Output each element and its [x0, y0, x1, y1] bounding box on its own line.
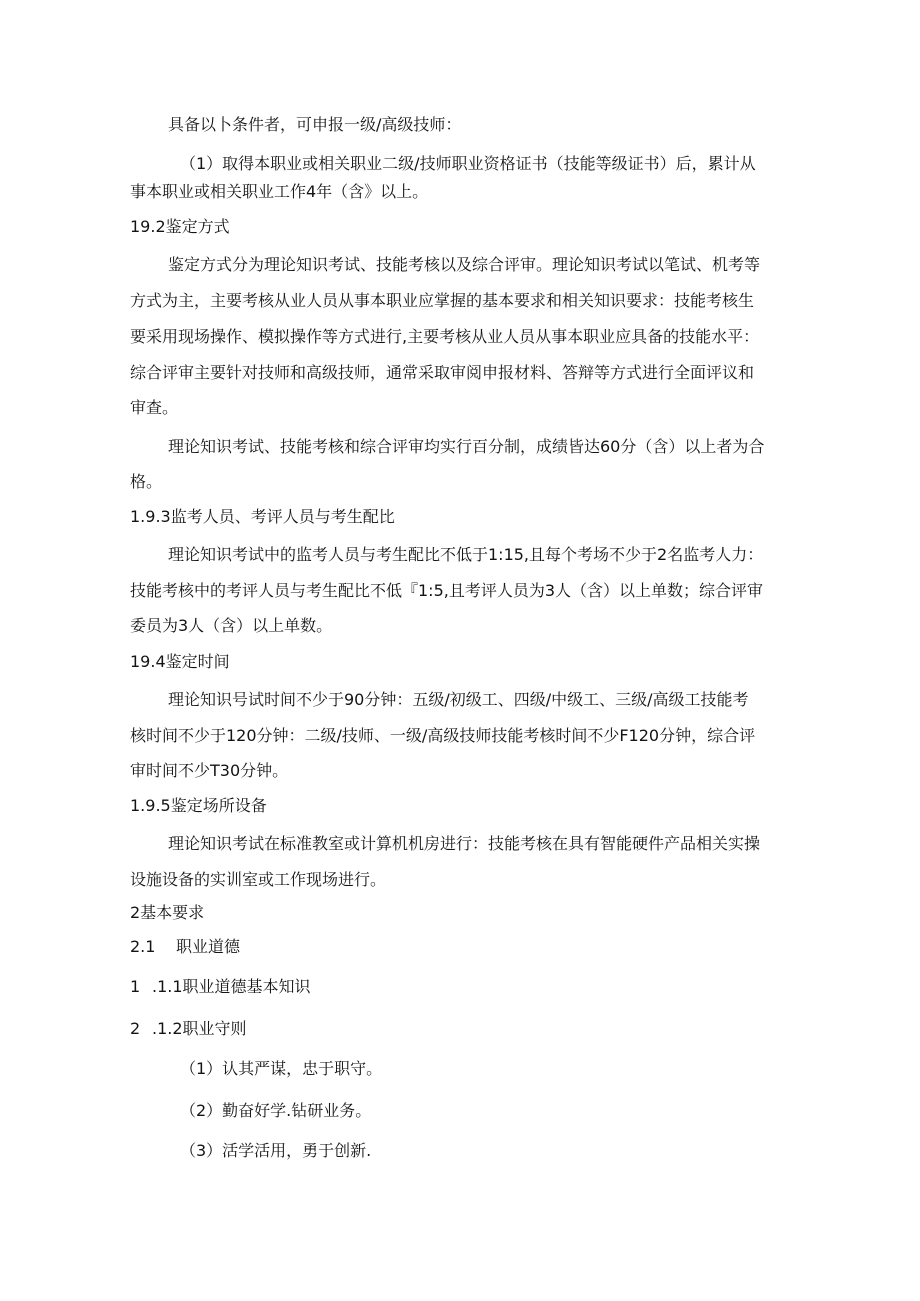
- paragraph-line: 理论知识考试中的监考人员与考生配比不低于1:15,且每个考场不少于2名监考人力：: [168, 545, 764, 564]
- paragraph-line: 理论知识考试在标准教室或计算机机房进行：技能考核在具有智能硬件产品相关实操: [168, 834, 761, 853]
- paragraph-line: 理论知识考试、技能考核和综合评审均实行百分制，成绩皆达60分（含）以上者为合: [168, 437, 765, 456]
- paragraph-line: 审时间不少T30分钟。: [130, 761, 289, 780]
- paragraph-line: 审查。: [130, 398, 179, 417]
- section-heading: 19.4鉴定时间: [130, 652, 230, 671]
- paragraph-line: 方式为主，主要考核从业人员从事本职业应掌握的基本要求和相关知识要求：技能考核生: [130, 291, 755, 310]
- section-heading: 19.2鉴定方式: [130, 217, 230, 236]
- section-heading: 1.9.3监考人员、考评人员与考生配比: [130, 507, 395, 526]
- section-title: .1.2职业守则: [152, 1019, 247, 1038]
- section-number: 1: [130, 977, 141, 996]
- section-heading-2-1-2: [130, 1018, 247, 1040]
- paragraph-line: 技能考核中的考评人员与考生配比不低『1:5,且考评人员为3人（含）以上单数；综合评审: [130, 581, 764, 600]
- paragraph-line: 格。: [130, 472, 163, 491]
- paragraph-line: 事本职业或相关职业工作4年（含》以上。: [130, 182, 429, 201]
- section-heading: 1.9.5鉴定场所设备: [130, 796, 267, 815]
- paragraph-line: 核时间不少于120分钟：二级/技师、一级/高级技师技能考核时间不少F120分钟，综合评: [130, 726, 756, 745]
- section-number: 2.1: [130, 937, 156, 956]
- paragraph-line: （1）取得本职业或相关职业二级/技师职业资格证书（技能等级证书）后，累计从: [180, 154, 756, 173]
- list-item: （1）认其严谋，忠于职守。: [180, 1059, 383, 1078]
- section-heading-2-1: [130, 936, 240, 958]
- paragraph-line: 委员为3人（含）以上单数。: [130, 616, 333, 635]
- paragraph-line: 理论知识号试时间不少于90分钟：五级/初级工、四级/中级工、三级/高级工技能考: [168, 690, 749, 709]
- paragraph-line: 综合评审主要针对技师和高级技师，通常采取审阅申报材料、答辩等方式进行全面评议和: [130, 363, 755, 382]
- paragraph-line: 鉴定方式分为理论知识考试、技能考核以及综合评审。理论知识考试以笔试、机考等: [168, 255, 761, 274]
- section-title: .1.1职业道德基本知识: [152, 977, 311, 996]
- section-heading: 2基本要求: [130, 903, 205, 922]
- paragraph-line: 要采用现场操作、模拟操作等方式进行,主要考核从业人员从事本职业应具备的技能水平：: [130, 327, 760, 346]
- section-heading-2-1-1: [130, 976, 311, 998]
- paragraph-line: 设施设备的实训室或工作现场进行。: [130, 870, 387, 889]
- list-item: （3）活学活用，勇于创新.: [180, 1141, 372, 1160]
- list-item: （2）勤奋好学.钻研业务。: [180, 1101, 372, 1120]
- section-number: 2: [130, 1019, 141, 1038]
- paragraph-line: 具备以卜条件者，可申报一级/高级技师：: [168, 115, 462, 134]
- section-title: 职业道德: [176, 937, 241, 956]
